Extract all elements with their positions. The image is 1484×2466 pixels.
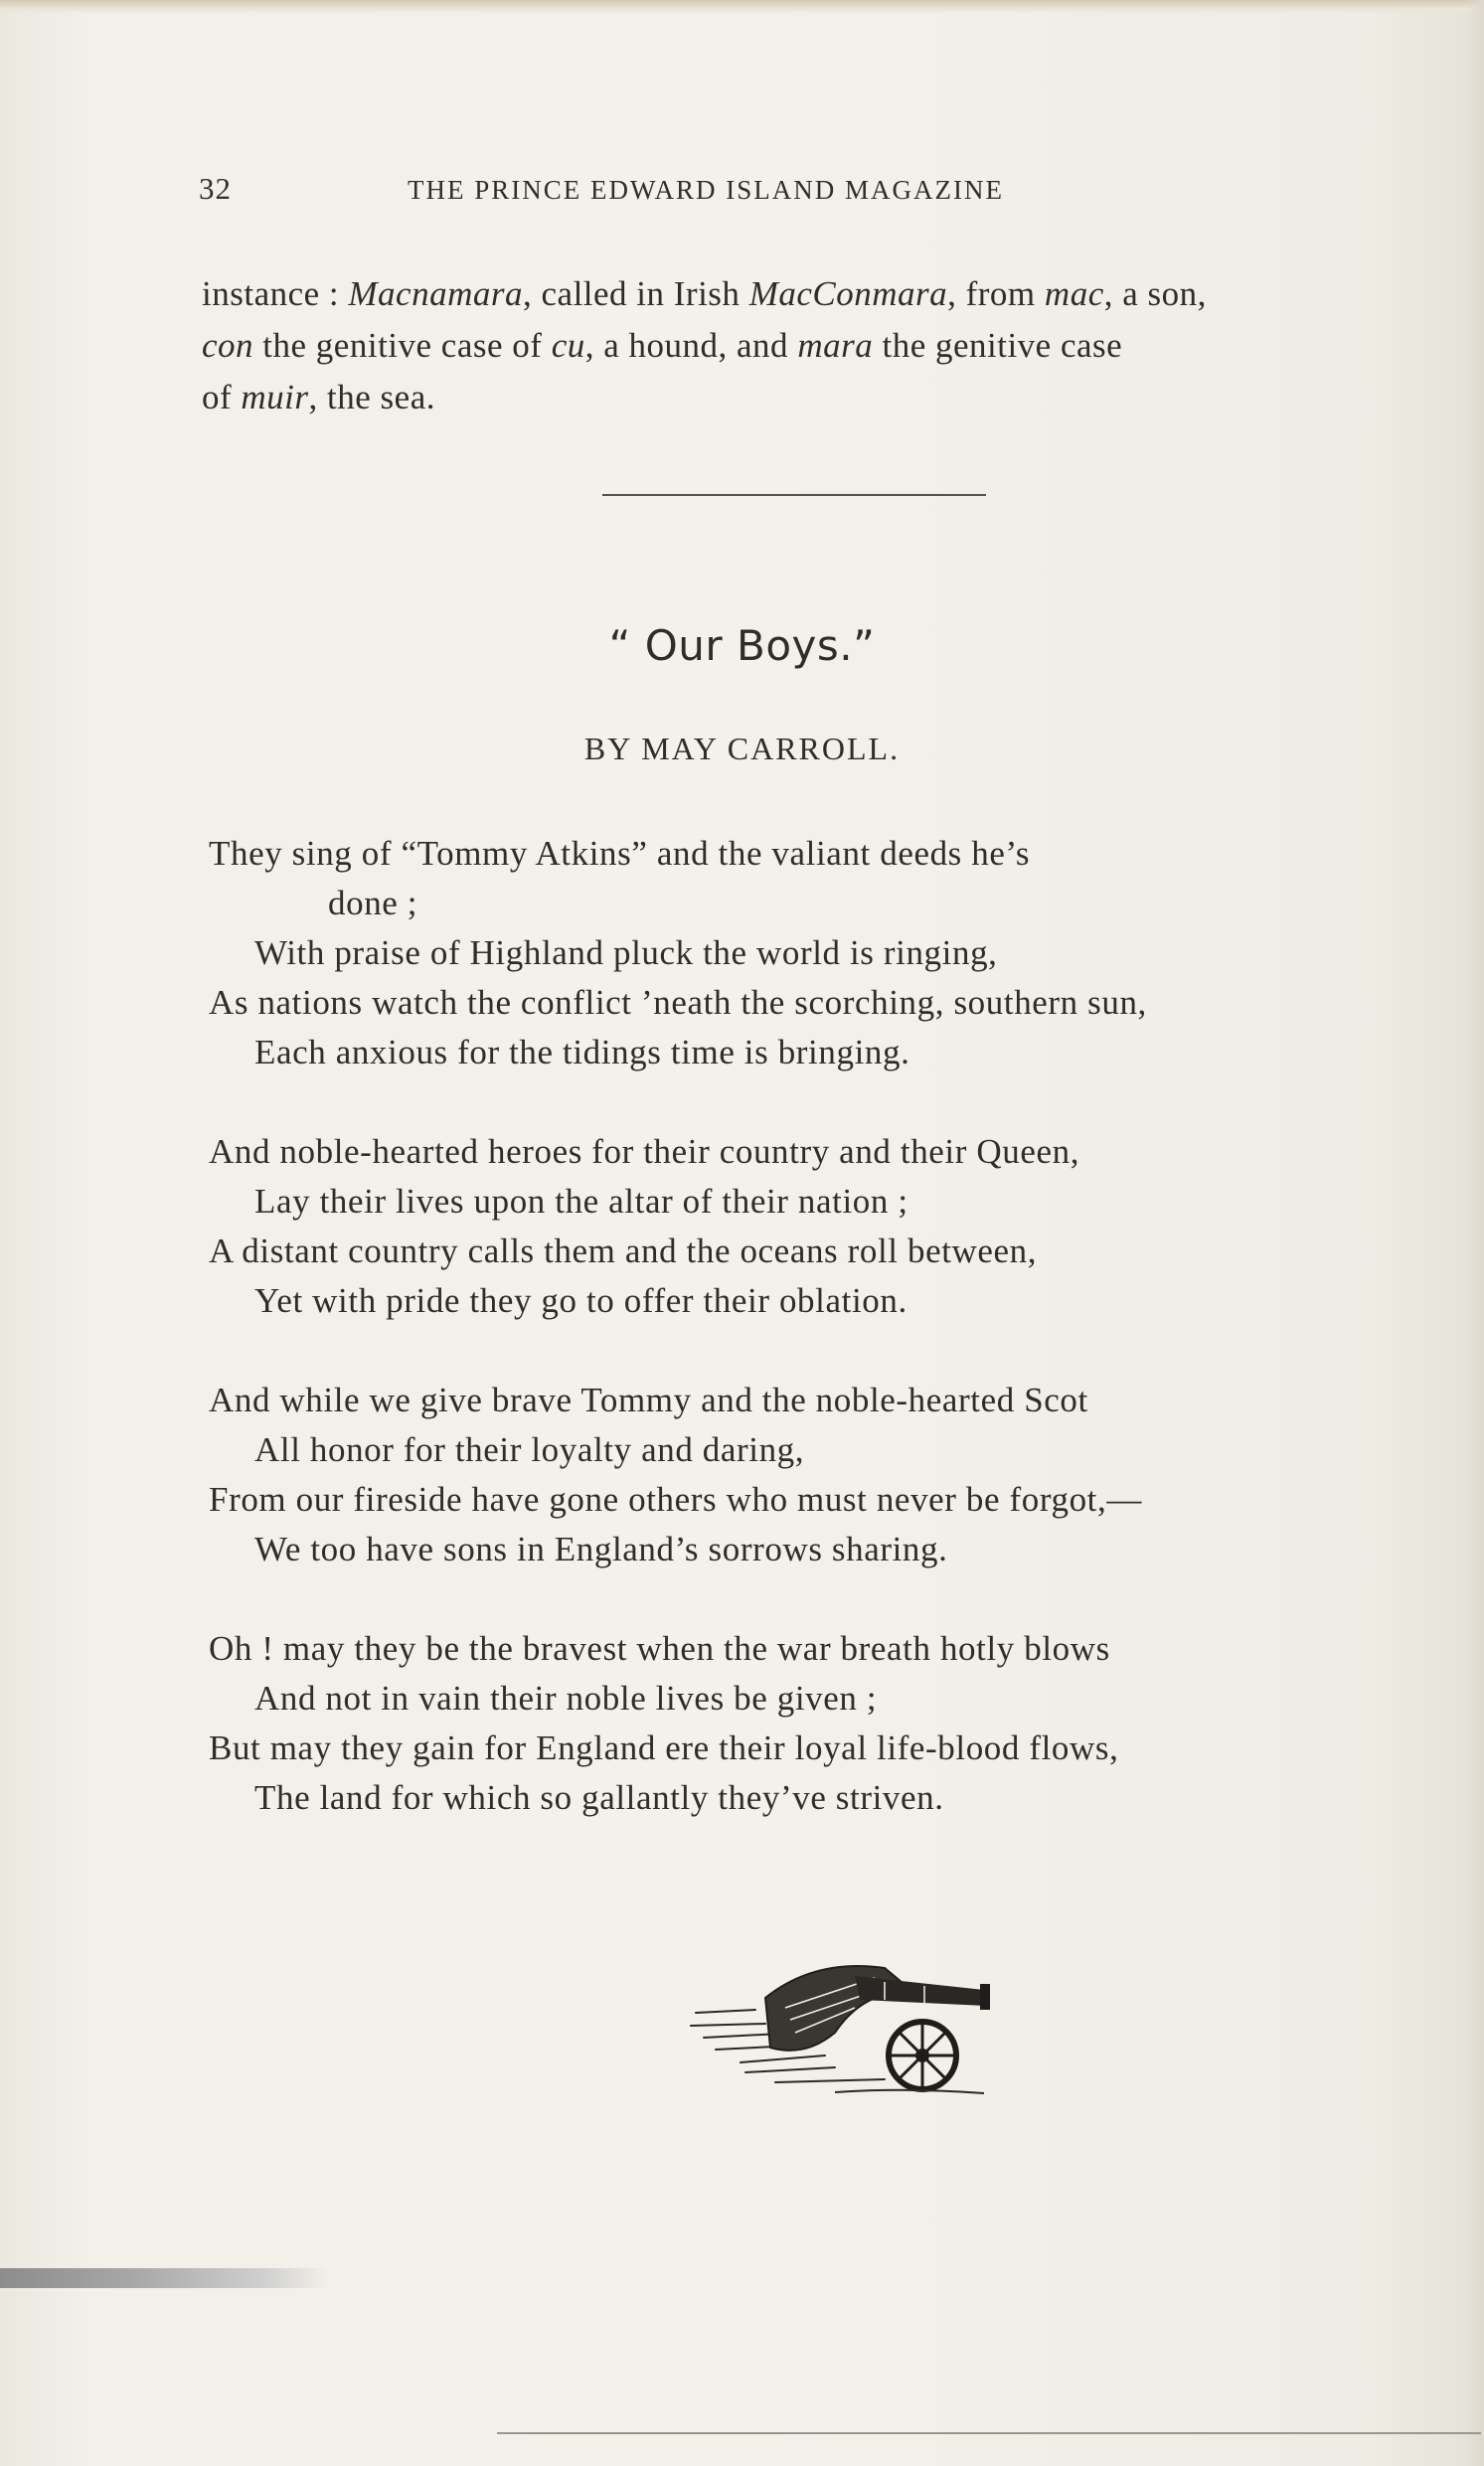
- stanza: [209, 829, 1451, 1077]
- prose-text: instance :: [202, 274, 349, 313]
- prose-line: [202, 320, 1395, 372]
- prose-line: [202, 268, 1395, 320]
- page-number: 32: [199, 171, 232, 206]
- running-header: [199, 171, 1193, 211]
- prose-italic: mara: [797, 326, 874, 365]
- prose-paragraph: [202, 268, 1395, 423]
- section-divider: [602, 494, 986, 496]
- page-top-edge: [0, 0, 1484, 14]
- bottom-edge-rule: [497, 2432, 1481, 2434]
- poem-byline: BY MAY CARROLL.: [583, 731, 901, 766]
- prose-text: , a son,: [1103, 274, 1207, 313]
- page-right-edge: [1466, 0, 1484, 2466]
- prose-text: of: [202, 378, 242, 416]
- verse-line: done ;: [328, 884, 418, 922]
- verse-line: As nations watch the conflict ’neath the scorching, southern sun,: [209, 983, 1147, 1022]
- prose-italic: Macnamara: [348, 274, 523, 313]
- verse-line: But may they gain for England ere their loyal life-blood flows,: [209, 1728, 1119, 1767]
- prose-italic: con: [202, 326, 254, 365]
- prose-text: , from: [947, 274, 1045, 313]
- prose-italic: MacConmara: [748, 274, 948, 313]
- verse-line: A distant country calls them and the oceans roll between,: [209, 1232, 1038, 1270]
- poem-title: “ Our Boys.”: [608, 621, 876, 670]
- prose-italic: muir: [241, 378, 309, 416]
- prose-text: , the sea.: [308, 378, 435, 416]
- prose-italic: cu: [551, 326, 585, 365]
- field-cannon-icon: [686, 1938, 1014, 2107]
- verse-line: Lay their lives upon the altar of their nation ;: [254, 1182, 908, 1221]
- verse-line: And not in vain their noble lives be given ;: [254, 1679, 878, 1718]
- verse-line: We too have sons in England’s sorrows sharing.: [254, 1530, 948, 1568]
- prose-line: [202, 372, 1395, 423]
- verse-line: Yet with pride they go to offer their oblation.: [254, 1281, 907, 1320]
- verse-line: Oh ! may they be the bravest when the war breath hotly blows: [209, 1629, 1110, 1668]
- scan-margin-bar: [0, 2268, 328, 2288]
- verse-line: They sing of “Tommy Atkins” and the valiant deeds he’s: [209, 834, 1031, 873]
- prose-text: , called in Irish: [523, 274, 749, 313]
- verse-line: The land for which so gallantly they’ve striven.: [254, 1778, 944, 1817]
- prose-text: , a hound, and: [584, 326, 798, 365]
- prose-text: the genitive case: [873, 326, 1123, 365]
- stanza: [209, 1624, 1451, 1823]
- verse-line: With praise of Highland pluck the world is ringing,: [254, 933, 998, 972]
- prose-text: the genitive case of: [253, 326, 552, 365]
- verse-line: From our fireside have gone others who must never be forgot,—: [209, 1480, 1142, 1519]
- verse-line: And while we give brave Tommy and the noble-hearted Scot: [209, 1381, 1088, 1419]
- poem-body: [209, 829, 1451, 1873]
- verse-line: Each anxious for the tidings time is bringing.: [254, 1033, 910, 1071]
- prose-italic: mac: [1044, 274, 1104, 313]
- verse-line: And noble-hearted heroes for their country and their Queen,: [209, 1132, 1080, 1171]
- running-title: THE PRINCE EDWARD ISLAND MAGAZINE: [408, 175, 1004, 205]
- stanza: [209, 1376, 1451, 1574]
- verse-line: All honor for their loyalty and daring,: [254, 1430, 805, 1469]
- stanza: [209, 1127, 1451, 1326]
